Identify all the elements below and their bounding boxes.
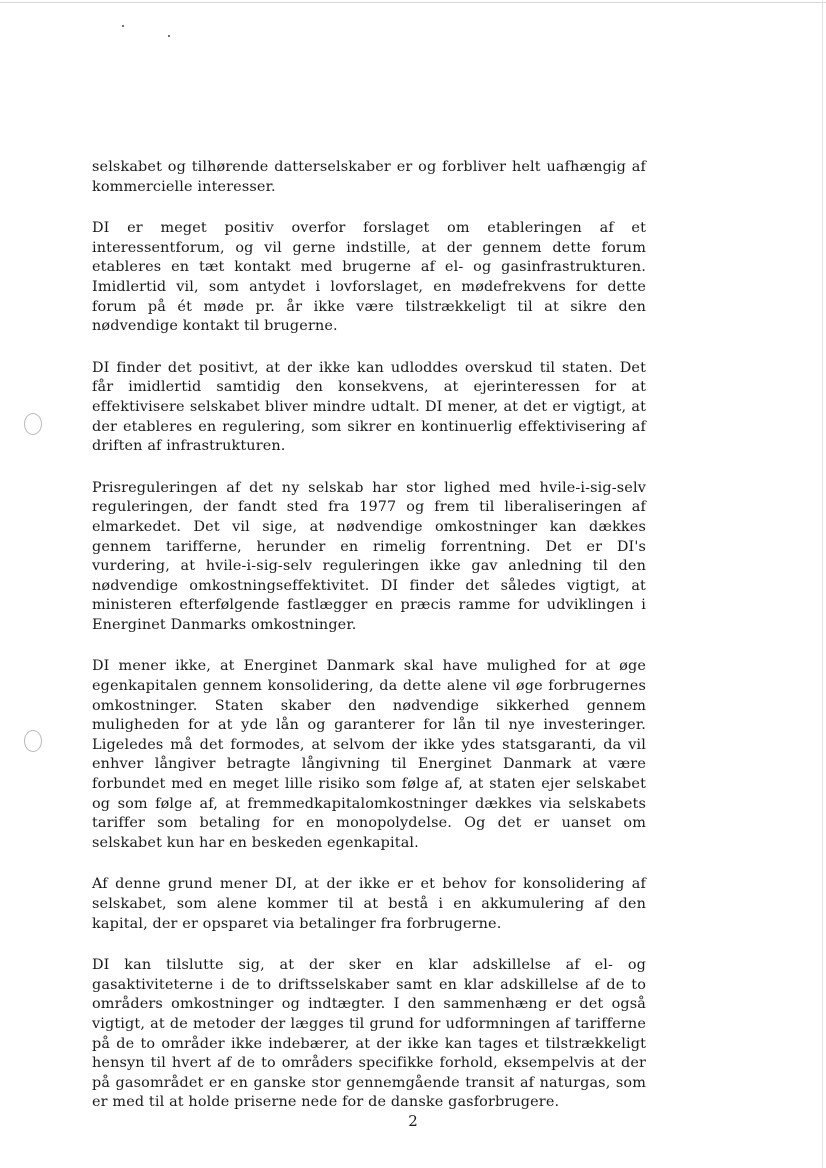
page-right-edge: [822, 0, 823, 1168]
page-number: 2: [408, 1112, 418, 1130]
punch-hole: [24, 730, 42, 752]
paragraph: Prisreguleringen af det ny selskab har stor lighed med hvile-i-sig-selv reguleringen, der fandt sted fra 1977 og frem til liberaliseringen af elmarkedet. Det vil sige, at nødvendige omkostninger kan dækkes gennem tarifferne, herunder en rimelig forrentning. Det er DI's vurdering, at hvile-i-sig-selv reguleringen ikke gav anledning til den nødvendige omkostningseffektivitet. DI finder det således vigtigt, at ministeren efterfølgende fastlægger en præcis ramme for udviklingen i Energinet Danmarks omkostninger.: [92, 479, 646, 633]
document-body: [92, 158, 646, 1135]
paragraph: selskabet og tilhørende datterselskaber er og forbliver helt uafhængig af kommercielle interesser.: [92, 159, 646, 195]
punch-hole: [24, 413, 42, 435]
scan-speck: [168, 35, 170, 37]
scan-speck: [122, 25, 124, 27]
page-top-edge: [0, 2, 826, 3]
paragraph: DI kan tilslutte sig, at der sker en klar adskillelse af el- og gasaktiviteterne i de to driftsselskaber samt en klar adskillelse af de to områders omkostninger og indtægter. I den sammenhæng er det også vigtigt, at de metoder der lægges til grund for udformningen af tarifferne på de to områder ikke indebærer, at der ikke kan tages et tilstrækkeligt hensyn til hvert af de to områders specifikke forhold, eksempelvis at der på gasområdet er en ganske stor gennemgående transit af naturgas, som er med til at holde priserne nede for de danske gasforbrugere.: [92, 957, 646, 1111]
paragraph: DI finder det positivt, at der ikke kan udloddes overskud til staten. Det får imidlertid samtidig den konsekvens, at ejerinteressen for at effektivisere selskabet bliver mindre udtalt. DI mener, at det er vigtigt, at der etableres en regulering, som sikrer en kontinuerlig effektivisering af driften af infrastrukturen.: [92, 359, 646, 455]
paragraph: DI er meget positiv overfor forslaget om etableringen af et interessentforum, og vil gerne indstille, at der gennem dette forum etableres en tæt kontakt med brugerne af el- og gasinfrastrukturen. Imidlertid vil, som antydet i lovforslaget, en mødefrekvens for dette forum på ét møde pr. år ikke være tilstrækkeligt til at sikre den nødvendige kontakt til brugerne.: [92, 220, 646, 335]
paragraph: Af denne grund mener DI, at der ikke er et behov for konsolidering af selskabet, som alene kommer til at bestå i en akkumulering af den kapital, der er opsparet via betalinger fra forbrugerne.: [92, 876, 646, 932]
paragraph: DI mener ikke, at Energinet Danmark skal have mulighed for at øge egenkapitalen gennem konsolidering, da dette alene vil øge forbrugernes omkostninger. Staten skaber den nødvendige sikkerhed gennem muligheden for at yde lån og garanterer for lån til nye investeringer. Ligeledes må det formodes, at selvom der ikke ydes statsgaranti, da vil enhver långiver betragte långivning til Energinet Danmark at være forbundet med en meget lille risiko som følge af, at staten ejer selskabet og som følge af, at fremmedkapitalomkostninger dækkes via selskabets tariffer som betaling for en monopolydelse. Og det er uanset om selskabet kun har en beskeden egenkapital.: [92, 658, 646, 851]
